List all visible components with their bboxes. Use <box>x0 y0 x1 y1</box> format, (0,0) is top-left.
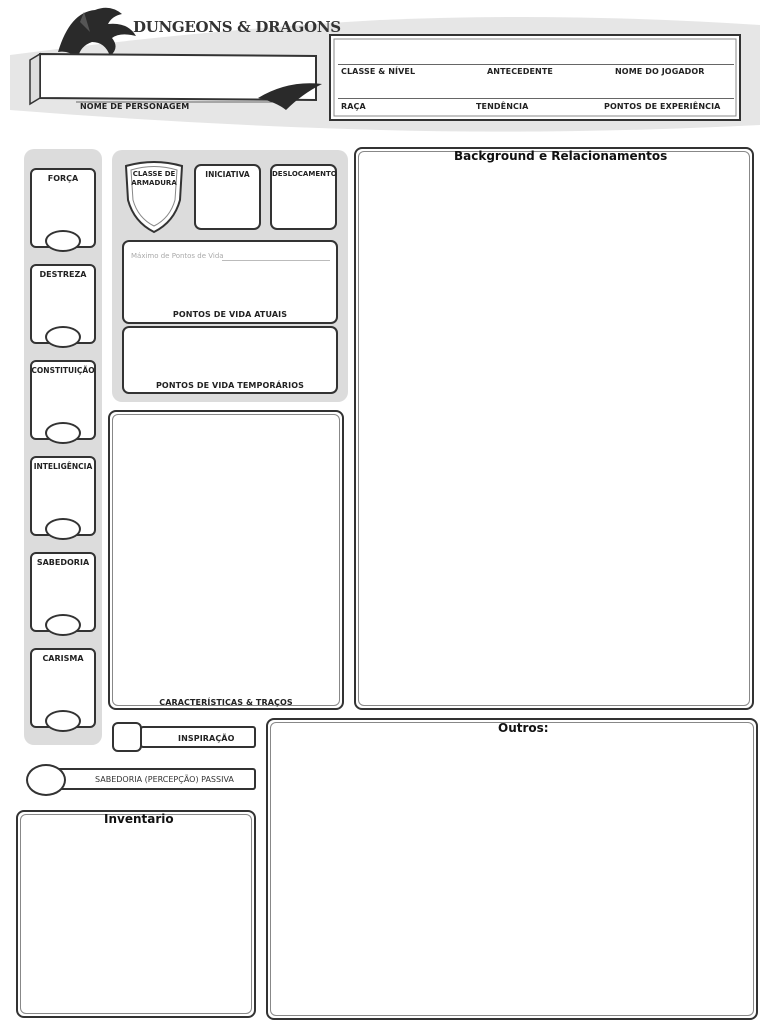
inspiration-label: INSPIRAÇÃO <box>178 734 235 743</box>
passive-wisdom-circle[interactable] <box>26 764 66 796</box>
speed-box[interactable] <box>270 164 337 230</box>
initiative-box[interactable] <box>194 164 261 230</box>
current-hp-label: PONTOS DE VIDA ATUAIS <box>172 310 288 319</box>
ability-wisdom[interactable] <box>30 552 96 638</box>
ability-modifier-oval[interactable] <box>45 614 81 636</box>
experience-label: PONTOS DE EXPERIÊNCIA <box>604 102 721 111</box>
inventory-title: Inventario <box>104 812 174 826</box>
armor-class-label: CLASSE DE ARMADURA <box>131 170 177 187</box>
ability-name: SABEDORIA <box>36 558 90 567</box>
initiative-label: INICIATIVA <box>205 170 250 179</box>
inspiration-field[interactable] <box>110 720 258 756</box>
current-hp-box[interactable] <box>122 240 338 324</box>
header <box>0 0 768 135</box>
ability-name: FORÇA <box>47 174 79 183</box>
header-divider <box>338 64 734 65</box>
ability-dexterity[interactable] <box>30 264 96 350</box>
class-level-label: CLASSE & NÍVEL <box>341 67 416 76</box>
background-label: ANTECEDENTE <box>487 67 553 76</box>
ability-constitution[interactable] <box>30 360 96 446</box>
temp-hp-label: PONTOS DE VIDA TEMPORÁRIOS <box>155 381 305 390</box>
ability-name: CONSTITUIÇÃO <box>31 366 95 375</box>
inspiration-checkbox[interactable] <box>112 722 142 752</box>
ability-name: DESTREZA <box>39 270 87 279</box>
ability-name: INTELIGÊNCIA <box>33 462 93 471</box>
ability-modifier-oval[interactable] <box>45 230 81 252</box>
max-hp-line <box>222 260 330 261</box>
passive-wisdom-label: SABEDORIA (PERCEPÇÃO) PASSIVA <box>95 775 234 784</box>
max-hp-label: Máximo de Pontos de Vida <box>131 252 224 260</box>
alignment-label: TENDÊNCIA <box>476 102 529 111</box>
features-traits-box[interactable] <box>108 410 344 710</box>
ability-modifier-oval[interactable] <box>45 518 81 540</box>
player-name-label: NOME DO JOGADOR <box>615 67 705 76</box>
logo-text: DUNGEONS & DRAGONS <box>133 18 341 36</box>
ability-strength[interactable] <box>30 168 96 254</box>
header-divider-2 <box>338 98 734 99</box>
passive-wisdom-field[interactable] <box>24 762 258 800</box>
ability-modifier-oval[interactable] <box>45 326 81 348</box>
features-traits-label: CARACTERÍSTICAS & TRAÇOS <box>159 698 293 707</box>
background-relationships-box[interactable] <box>354 147 754 710</box>
ability-modifier-oval[interactable] <box>45 422 81 444</box>
others-title: Outros: <box>498 721 549 735</box>
inventory-box[interactable] <box>16 810 256 1018</box>
ability-charisma[interactable] <box>30 648 96 734</box>
temp-hp-box[interactable] <box>122 326 338 394</box>
ability-modifier-oval[interactable] <box>45 710 81 732</box>
others-box[interactable] <box>266 718 758 1020</box>
speed-label: DESLOCAMENTO <box>272 170 337 178</box>
character-name-label: NOME DE PERSONAGEM <box>80 102 190 111</box>
ability-intelligence[interactable] <box>30 456 96 542</box>
background-relationships-title: Background e Relacionamentos <box>454 149 668 163</box>
ability-name: CARISMA <box>42 654 84 663</box>
race-label: RAÇA <box>341 102 366 111</box>
